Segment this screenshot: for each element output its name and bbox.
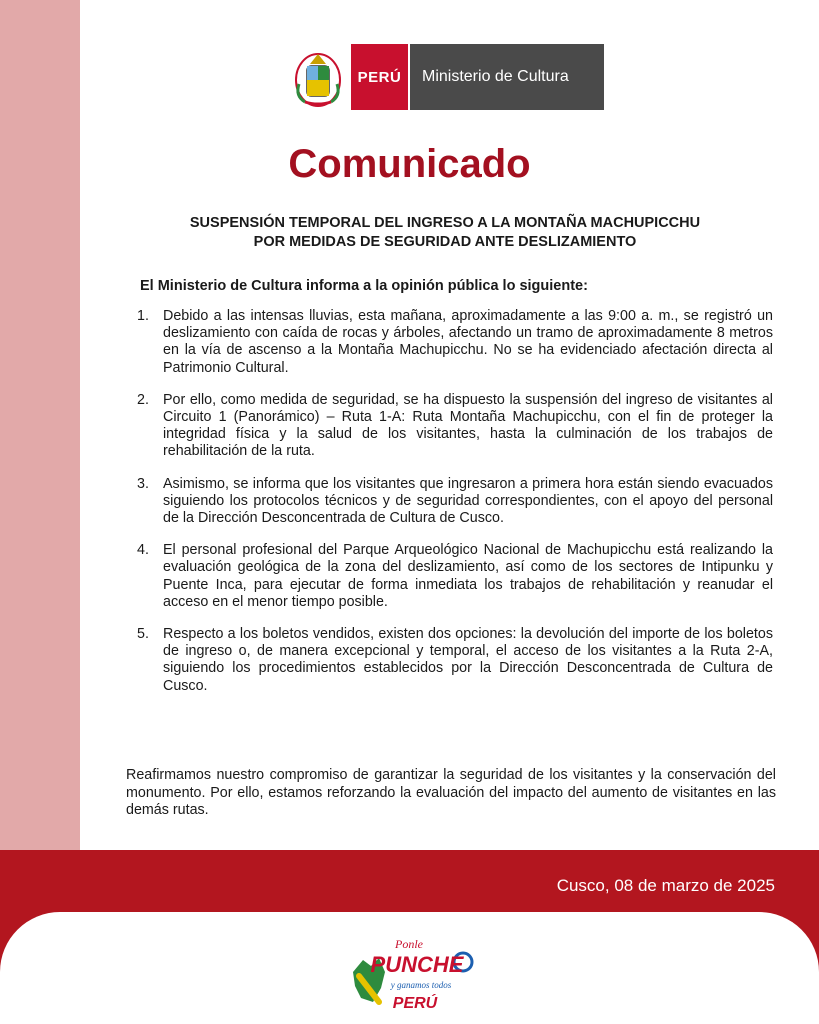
national-seal-icon [291, 44, 345, 110]
peru-label: PERÚ [351, 44, 408, 110]
ministry-logo [291, 44, 604, 110]
item-text: Por ello, como medida de seguridad, se ha dispuesto la suspensión del ingreso de visitantes al Circuito 1 (Panorámico) – Ruta 1-A: Ruta Montaña Machupicchu, con el fin de proteger la integridad física y la salud de los visitantes, hasta la culminación de los trabajos de rehabilitación de la ruta. [163, 391, 773, 460]
campaign-text-tagline: y ganamos todos [390, 980, 452, 990]
campaign-text-peru: PERÚ [392, 995, 438, 1012]
item-number: 3. [137, 475, 149, 492]
item-text: Debido a las intensas lluvias, esta mañana, aproximadamente a las 9:00 a. m., se registró un deslizamiento con caída de rocas y árboles, afectando un tramo de aproximadamente 8 metros en la vía de ascenso a la Montaña Machupicchu. No se ha evidenciado afectación directa al Patrimonio Cultural. [163, 308, 773, 376]
item-number: 4. [137, 542, 149, 559]
list-item [137, 476, 773, 528]
item-text: El personal profesional del Parque Arqueológico Nacional de Machupicchu está realizando la evaluación geológica de la zona del deslizamiento, así como de los sectores de Intipunku y Puente Inca, para ejecutar de forma inmediata los trabajos de rehabilitación y reanudar el acceso en el menor tiempo posible. [163, 542, 773, 610]
campaign-text-ponle: Ponle [395, 937, 423, 951]
intro-text: El Ministerio de Cultura informa a la opinión pública lo siguiente: [140, 278, 588, 294]
item-number: 1. [137, 308, 149, 324]
document-subtitle [110, 214, 780, 252]
subtitle-line: POR MEDIDAS DE SEGURIDAD ANTE DESLIZAMIENTO [253, 234, 637, 250]
list-item [137, 626, 773, 695]
list-item [137, 542, 773, 611]
closing-paragraph: Reafirmamos nuestro compromiso de garantizar la seguridad de los visitantes y la conservación del monumento. Por ello, estamos reforzando la evaluación del impacto del aumento de visitantes en las demás rutas. [126, 767, 776, 818]
item-text: Asimismo, se informa que los visitantes que ingresaron a primera hora están siendo evacuados siguiendo los protocolos técnicos y de seguridad correspondientes, con el apoyo del personal de la Dirección Desconcentrada de Cultura de Cusco. [163, 475, 773, 527]
document-date: Cusco, 08 de marzo de 2025 [556, 876, 775, 895]
item-text: Respecto a los boletos vendidos, existen dos opciones: la devolución del importe de los boletos de ingreso o, de manera excepcional y temporal, el acceso de los visitantes a la Ruta 2-A, siguiendo los procedimientos establecidos por la Dirección Desconcentrada de Cultura de Cusco. [163, 626, 773, 694]
ministry-label: Ministerio de Cultura [410, 44, 604, 110]
item-number: 5. [137, 626, 149, 643]
statement-list [137, 308, 773, 710]
campaign-text-punche: PUNCHE [370, 952, 464, 977]
list-item [137, 392, 773, 461]
document-title: Comunicado [288, 142, 531, 186]
ponle-punche-campaign-logo [345, 932, 475, 1018]
item-number: 2. [137, 391, 149, 408]
left-decorative-band [0, 0, 80, 850]
subtitle-line: SUSPENSIÓN TEMPORAL DEL INGRESO A LA MONTAÑA MACHUPICCHU [189, 215, 701, 231]
list-item [137, 308, 773, 377]
